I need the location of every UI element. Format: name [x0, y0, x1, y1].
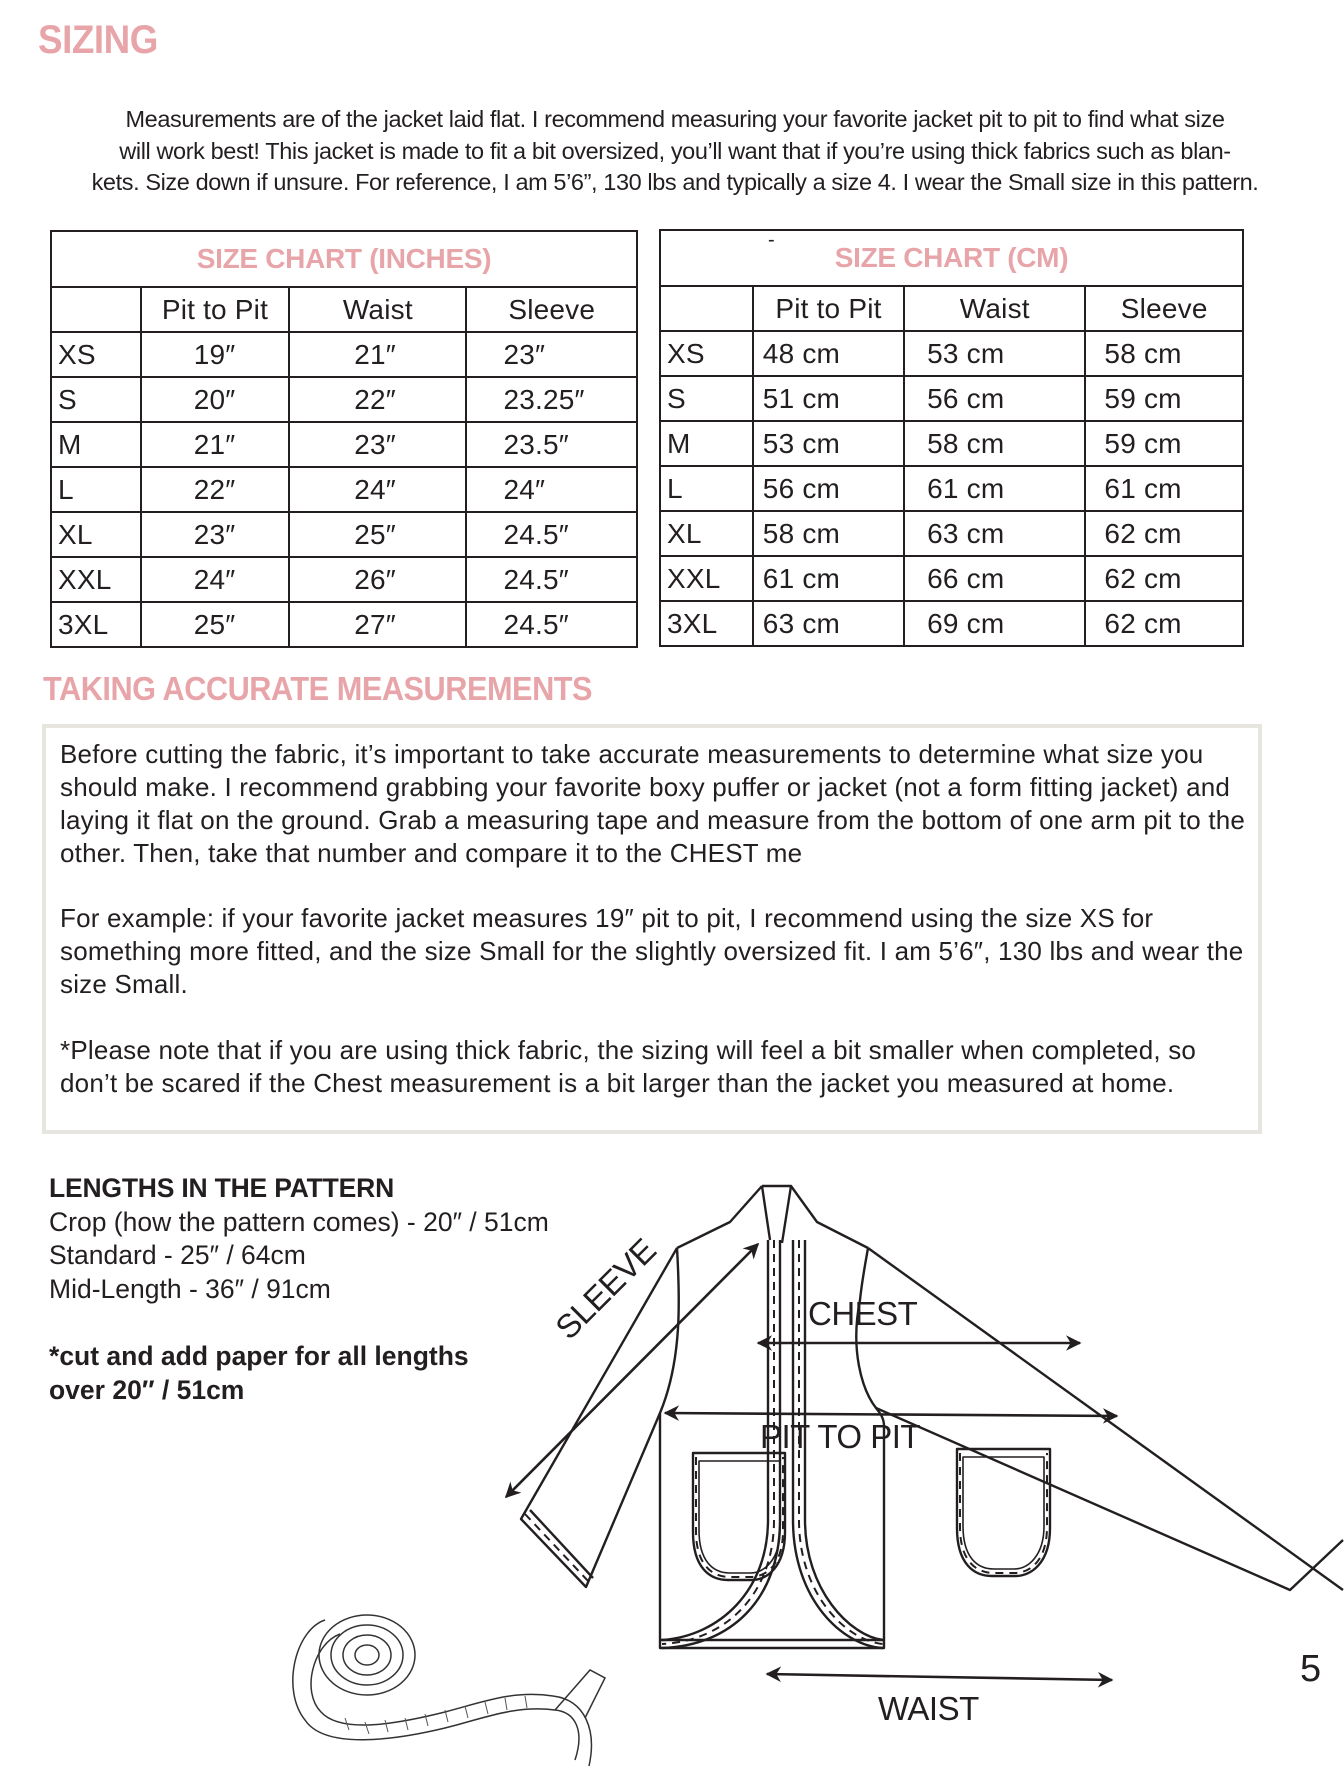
size-cell: S [660, 376, 753, 421]
sleeve-cell: 59 cm [1085, 421, 1243, 466]
sleeve-cell: 62 cm [1085, 511, 1243, 556]
size-cell: XS [51, 332, 141, 377]
waist-cell: 21″ [289, 332, 466, 377]
table-title: SIZE CHART (CM) [834, 242, 1069, 273]
lengths-heading: LENGTHS IN THE PATTERN [49, 1173, 395, 1203]
waist-cell: 27″ [289, 602, 466, 647]
length-item: Standard - 25″ / 64cm [49, 1240, 306, 1270]
pit-cell: 24″ [141, 557, 289, 602]
waist-cell: 69 cm [904, 601, 1085, 646]
length-item: Crop (how the pattern comes) - 20″ / 51cm [49, 1206, 549, 1237]
pit-cell: 21″ [141, 422, 289, 467]
size-cell: S [51, 377, 141, 422]
size-cell: M [51, 422, 141, 467]
size-cell: L [660, 466, 753, 511]
waist-cell: 66 cm [904, 556, 1085, 601]
waist-cell: 22″ [289, 377, 466, 422]
chest-label: CHEST [808, 1295, 918, 1332]
pit-cell: 25″ [141, 602, 289, 647]
pit-cell: 61 cm [753, 556, 904, 601]
measuring-tape-icon [285, 1600, 705, 1770]
pit-cell: 19″ [141, 332, 289, 377]
pit-to-pit-label: PIT TO PIT [760, 1418, 921, 1455]
pit-cell: 53 cm [753, 421, 904, 466]
lengths-note: *cut and add paper for all lengths [49, 1341, 469, 1371]
sleeve-cell: 61 cm [1085, 466, 1243, 511]
header-cell: Sleeve [466, 287, 637, 332]
size-cell: 3XL [51, 602, 141, 647]
waist-cell: 58 cm [904, 421, 1085, 466]
pit-cell: 63 cm [753, 601, 904, 646]
waist-cell: 24″ [289, 467, 466, 512]
size-cell: XL [660, 511, 753, 556]
waist-cell: 56 cm [904, 376, 1085, 421]
table-title: SIZE CHART (INCHES) [51, 231, 637, 287]
size-cell: M [660, 421, 753, 466]
size-cell: 3XL [660, 601, 753, 646]
sleeve-cell: 62 cm [1085, 601, 1243, 646]
measurements-paragraph: *Please note that if you are using thick fabric, the sizing will feel a bit smaller when completed, so don’t be scared if the Chest measurement is a bit larger than the jacket you measured at home. [60, 1035, 1197, 1098]
page-number: 5 [1300, 1648, 1322, 1690]
sleeve-cell: 23.25″ [466, 377, 637, 422]
pit-cell: 48 cm [753, 331, 904, 376]
header-cell: Pit to Pit [753, 286, 904, 331]
sleeve-cell: 24.5″ [466, 602, 637, 647]
size-cell: L [51, 467, 141, 512]
intro-line: kets. Size down if unsure. For reference, I am 5’6”, 130 lbs and typically a size 4. I wear the Small size in this pattern. [91, 169, 1259, 195]
header-cell: Pit to Pit [141, 287, 289, 332]
pit-cell: 23″ [141, 512, 289, 557]
pit-cell: 56 cm [753, 466, 904, 511]
intro-line: Measurements are of the jacket laid flat. I recommend measuring your favorite jacket pit to pit to find what size [125, 106, 1225, 132]
pit-cell: 22″ [141, 467, 289, 512]
waist-cell: 53 cm [904, 331, 1085, 376]
sleeve-cell: 24″ [466, 467, 637, 512]
pit-cell: 20″ [141, 377, 289, 422]
stray-mark: - [768, 229, 775, 251]
sleeve-cell: 24.5″ [466, 557, 637, 602]
waist-cell: 63 cm [904, 511, 1085, 556]
sleeve-cell: 58 cm [1085, 331, 1243, 376]
waist-cell: 25″ [289, 512, 466, 557]
waist-cell: 23″ [289, 422, 466, 467]
intro-line: will work best! This jacket is made to fit a bit oversized, you’ll want that if you’re using thick fabrics such as blan- [119, 137, 1231, 164]
page-title: SIZING [38, 18, 158, 62]
sleeve-cell: 62 cm [1085, 556, 1243, 601]
size-cell: XL [51, 512, 141, 557]
sleeve-cell: 23.5″ [466, 422, 637, 467]
waist-label: WAIST [878, 1690, 979, 1727]
size-cell: XXL [660, 556, 753, 601]
measurements-paragraph: Before cutting the fabric, it’s important to take accurate measurements to determine what size you should make. I recommend grabbing your favorite boxy puffer or jacket (not a form fitting jacket) and laying it flat on the ground. Grab a measuring tape and measure from the bottom of one arm pit to the other. Then, take that number and compare it to the CHEST me [60, 739, 1246, 868]
section-heading-measurements: TAKING ACCURATE MEASUREMENTS [43, 670, 593, 707]
sleeve-cell: 24.5″ [466, 512, 637, 557]
header-cell: Sleeve [1085, 286, 1243, 331]
pit-cell: 51 cm [753, 376, 904, 421]
length-item: Mid-Length - 36″ / 91cm [49, 1273, 331, 1304]
pit-cell: 58 cm [753, 511, 904, 556]
sleeve-cell: 23″ [466, 332, 637, 377]
size-cell: XXL [51, 557, 141, 602]
sleeve-cell: 59 cm [1085, 376, 1243, 421]
size-cell: XS [660, 331, 753, 376]
measurements-paragraph: For example: if your favorite jacket measures 19″ pit to pit, I recommend using the size XS for something more fitted, and the size Small for the slightly oversized fit. I am 5’6″, 130 lbs and wear the size Small. [60, 903, 1244, 999]
sleeve-label: SLEEVE [548, 1231, 663, 1347]
header-cell: Waist [289, 287, 466, 332]
lengths-note: over 20″ / 51cm [49, 1374, 245, 1405]
header-cell: Waist [904, 286, 1085, 331]
waist-cell: 26″ [289, 557, 466, 602]
waist-cell: 61 cm [904, 466, 1085, 511]
